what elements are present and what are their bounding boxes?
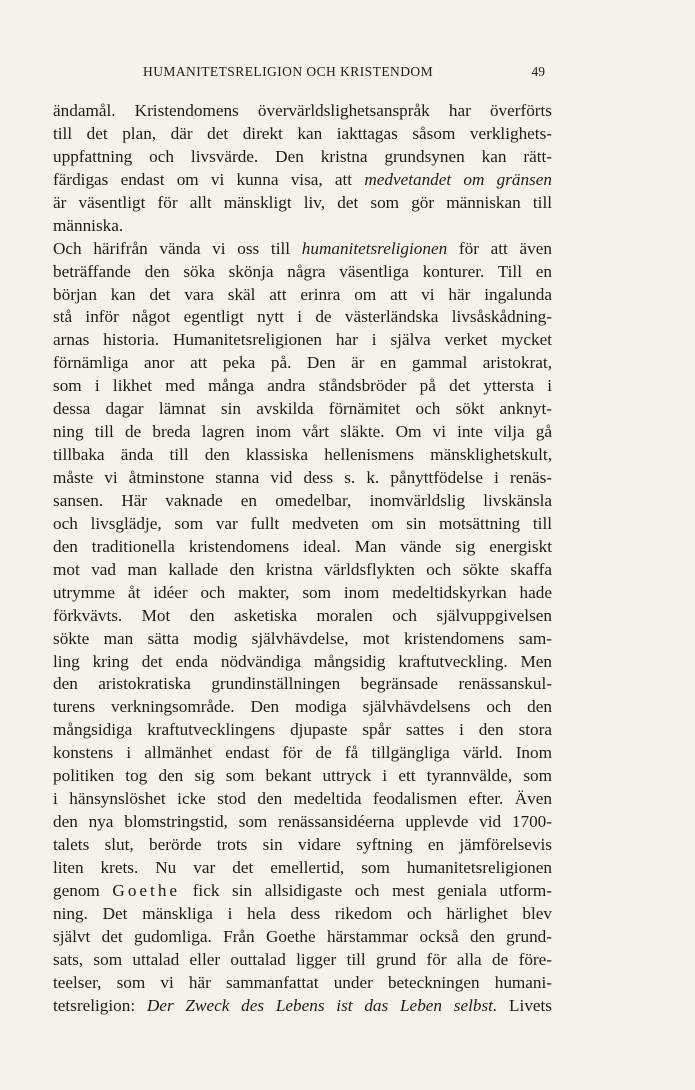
- text-line: ändamål. Kristendomens övervärldslighetsanspråk har överförts: [53, 101, 552, 120]
- text-line: uppfattning och livsvärde. Den kristna grundsynen kan rätt-: [53, 146, 552, 166]
- body-text: [53, 100, 552, 1018]
- text-line: förnämliga anor att peka på. Den är en gammal aristokrat,: [53, 353, 552, 373]
- text-line: människa.: [53, 215, 124, 235]
- text-line: liten krets. Nu var det emellertid, som humanitetsreligionen: [53, 857, 552, 877]
- text-line: till det plan, där det direkt kan iakttagas såsom verklighets-: [53, 123, 552, 143]
- text-line: arnas historia. Humanitetsreligionen har i själva verket mycket: [53, 330, 552, 350]
- text-line: början kan det vara skäl att erinra om att vi här ingalunda: [53, 284, 552, 304]
- text-line: tetsreligion: Der Zweck des Lebens ist das Leben selbst. Livets: [53, 995, 553, 1015]
- text-line: politiken tog den sig som bekant uttryck i ett tyrannvälde, som: [53, 766, 552, 786]
- text-line: ling kring det enda nödvändiga mångsidig kraftutveckling. Men: [53, 651, 552, 671]
- text-line: genom Goethe fick sin allsidigaste och mest geniala utform-: [53, 880, 553, 900]
- text-line: ning till de breda lagren inom vårt släkte. Om vi inte vilja gå: [53, 422, 552, 442]
- text-line: konstens i allmänhet endast för de få tillgängliga värld. Inom: [53, 743, 552, 763]
- spaced-name: Goethe: [112, 880, 181, 900]
- text-line: ning. Det mänskliga i hela dess rikedom och härlighet blev: [53, 903, 552, 923]
- text-line: stå inför något egentligt nytt i de västerländska livsåskådning-: [53, 307, 552, 327]
- text-line: som i likhet med många andra ståndsbröder på det yttersta i: [53, 376, 552, 396]
- italic-phrase: humanitetsreligionen: [301, 238, 448, 258]
- text-line: måste vi åtminstone stanna vid dess s. k. pånyttfödelse i renäs-: [53, 468, 552, 487]
- text-line: dessa dagar lämnat sin avskilda förnämitet och sökt anknyt-: [53, 399, 552, 419]
- italic-quote: Der Zweck des Lebens ist das Leben selbst.: [146, 995, 498, 1015]
- text-line: färdigas endast om vi kunna visa, att medvetandet om gränsen: [53, 169, 552, 189]
- text-line: den aristokratiska grundinställningen begränsade renässanskul-: [53, 674, 552, 694]
- text-line: sökte man sätta modig självhävdelse, mot kristendomens sam-: [53, 628, 552, 648]
- page-header: [143, 64, 545, 86]
- text-line: tillbaka ända till den klassiska hellenismens mänsklighetskult,: [53, 445, 552, 465]
- text-line: den traditionella kristendomens ideal. Man vände sig energiskt: [53, 536, 552, 556]
- text-line: sansen. Här vaknade en omedelbar, inomvärldslig livskänsla: [53, 490, 552, 510]
- page-number: 49: [531, 64, 545, 79]
- text-line: utrymme åt idéer och makter, som inom medeltidskyrkan hade: [53, 582, 552, 602]
- italic-phrase: medvetandet om gränsen: [364, 169, 552, 189]
- text-line: är väsentligt för allt mänskligt liv, det som gör människan till: [53, 192, 552, 212]
- text-line: självt det gudomliga. Från Goethe härstammar också den grund-: [53, 926, 552, 946]
- text-line: den nya blomstringstid, som renässansidéerna upplevde vid 1700-: [53, 812, 552, 832]
- text-line: teelser, som vi här sammanfattat under beteckningen humani-: [53, 972, 552, 992]
- text-line: förkvävts. Mot den asketiska moralen och självuppgivelsen: [53, 605, 552, 625]
- text-line: talets slut, berörde trots sin vidare syftning en jämförelsevis: [53, 835, 552, 854]
- text-line: i hänsynslöshet icke stod den medeltida feodalismen efter. Även: [53, 789, 552, 809]
- text-line: mot vad man kallade den kristna världsflykten och sökte skaffa: [53, 559, 552, 579]
- text-line: Och härifrån vända vi oss till humanitetsreligionen för att även: [53, 238, 552, 258]
- text-line: och livsglädje, som var fullt medveten om sin motsättning till: [53, 513, 552, 533]
- text-line: beträffande den söka skönja några väsentliga konturer. Till en: [53, 261, 552, 281]
- text-line: turens verkningsområde. Den modiga självhävdelsens och den: [53, 697, 552, 717]
- running-title: HUMANITETSRELIGION OCH KRISTENDOM: [143, 64, 434, 79]
- text-line: mångsidiga kraftutvecklingens djupaste spår sattes i den stora: [53, 720, 552, 740]
- text-line: sats, som uttalad eller outtalad ligger till grund för alla de före-: [53, 949, 552, 969]
